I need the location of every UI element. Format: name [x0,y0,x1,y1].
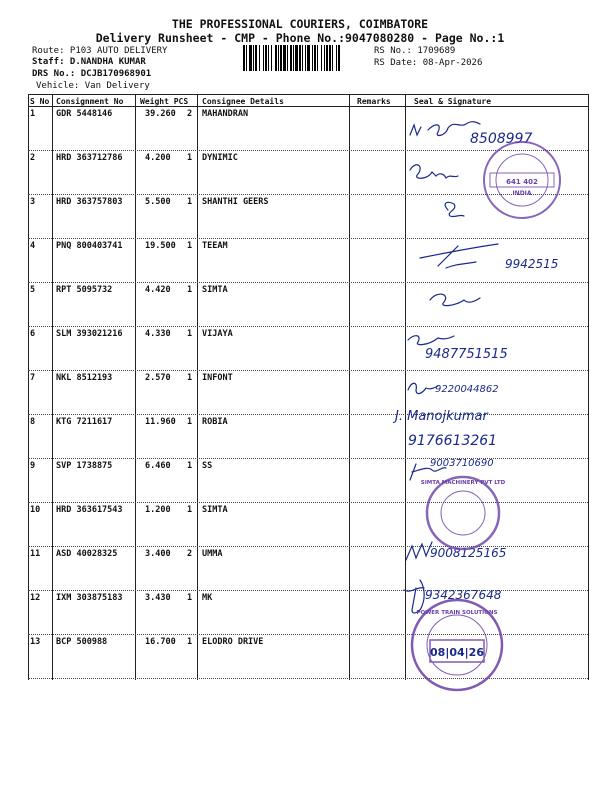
company-title: THE PROFESSIONAL COURIERS, COIMBATORE [171,17,429,31]
col-consignment: Consignment No [56,97,124,106]
row-sno: 1 [30,109,36,119]
row-weight: 11.960 [145,417,176,427]
stamp-1-center: 641 402 [506,178,538,186]
row-weight: 3.430 [145,593,171,603]
signature-5 [430,294,480,306]
row-weight: 16.700 [145,637,176,647]
vehicle-label: Vehicle: Van Delivery [36,81,150,91]
row-consignee: SHANTHI GEERS [202,197,269,207]
row-consignee: UMMA [202,549,223,559]
row-sno: 2 [30,153,36,163]
row-consignment: SVP 1738875 [56,461,113,471]
handwritten-phone-6: 9487751515 [425,347,508,362]
row-consignment: SLM 393021216 [56,329,123,339]
row-sno: 13 [30,637,41,647]
row-sno: 3 [30,197,36,207]
row-pcs: 1 [187,461,193,471]
row-consignment: HRD 363757803 [56,197,123,207]
handwritten-phone-11: 9008125165 [430,546,507,560]
handwritten-phone-4: 9942515 [505,257,559,271]
row-weight: 6.460 [145,461,171,471]
row-consignment: IXM 303875183 [56,593,123,603]
signature-11 [406,542,432,560]
col-weight-pcs: Weight PCS [140,97,189,106]
row-consignment: PNQ 800403741 [56,241,123,251]
col-seal: Seal & Signature [414,97,492,106]
row-weight: 39.260 [145,109,176,119]
row-pcs: 1 [187,197,193,207]
row-consignee: TEEAM [202,241,228,251]
runsheet-subtitle: Delivery Runsheet - CMP - Phone No.:9047080280 - Page No.:1 [95,31,505,45]
row-sno: 7 [30,373,36,383]
route-label: Route: P103 AUTO DELIVERY [32,46,168,56]
handwritten-phone-8: 9176613261 [408,433,498,449]
row-pcs: 1 [187,153,193,163]
row-consignment: HRD 363617543 [56,505,123,515]
stamp-3-text: POWER TRAIN SOLUTIONS [416,610,498,616]
col-consignee: Consignee Details [202,97,284,106]
row-consignee: ROBIA [202,417,228,427]
row-weight: 19.500 [145,241,176,251]
row-consignee: VIJAYA [202,329,233,339]
row-pcs: 1 [187,417,193,427]
row-pcs: 2 [187,549,193,559]
signature-12 [404,580,424,613]
row-pcs: 1 [187,637,193,647]
col-remarks: Remarks [357,97,391,106]
handwritten-name-8: J. Manojkumar [395,409,488,424]
row-pcs: 1 [187,285,193,295]
col-sno: S No [30,97,50,106]
row-weight: 4.420 [145,285,171,295]
row-weight: 3.400 [145,549,171,559]
row-sno: 12 [30,593,41,603]
row-sno: 11 [30,549,41,559]
row-consignee: ELODRO DRIVE [202,637,264,647]
row-sno: 4 [30,241,36,251]
row-pcs: 1 [187,329,193,339]
row-weight: 2.570 [145,373,171,383]
row-consignee: MK [202,593,213,603]
handwritten-phone-7: 9220044862 [435,384,499,395]
row-consignment: RPT 5095732 [56,285,113,295]
row-sno: 9 [30,461,36,471]
row-consignee: SS [202,461,213,471]
row-pcs: 2 [187,109,193,119]
row-sno: 5 [30,285,36,295]
row-weight: 4.200 [145,153,171,163]
signature-6 [408,336,454,345]
row-consignment: ASD 40028325 [56,549,118,559]
handwritten-phone-12: 9342367648 [425,588,502,602]
signature-7 [408,383,438,393]
row-weight: 5.500 [145,197,171,207]
row-consignment: GDR 5448146 [56,109,113,119]
row-sno: 10 [30,505,41,515]
stamp-2-text: SIMTA MACHINERY PVT LTD [420,480,506,486]
row-weight: 4.330 [145,329,171,339]
row-pcs: 1 [187,373,193,383]
row-consignee: INFONT [202,373,233,383]
stamp-1-text: INDIA [512,190,532,197]
row-consignee: SIMTA [202,285,228,295]
stamp-3-date: 08|04|26 [430,646,484,659]
signature-3 [445,202,464,216]
row-consignment: BCP 500988 [56,637,108,647]
row-consignee: DYNIMIC [202,153,238,163]
row-consignment: HRD 363712786 [56,153,123,163]
row-consignment: NKL 8512193 [56,373,113,383]
row-consignment: KTG 7211617 [56,417,113,427]
handwritten-phone-1: 8508997 [470,131,533,147]
signature-4 [420,244,498,268]
row-pcs: 1 [187,593,193,603]
row-sno: 8 [30,417,36,427]
row-consignee: MAHANDRAN [202,109,249,119]
row-consignee: SIMTA [202,505,228,515]
rs-date-label: RS Date: 08-Apr-2026 [374,58,483,68]
row-weight: 1.200 [145,505,171,515]
row-sno: 6 [30,329,36,339]
row-pcs: 1 [187,505,193,515]
staff-label: Staff: D.NANDHA KUMAR [32,57,146,67]
rs-no-label: RS No.: 1709689 [374,46,456,56]
handwritten-phone-9: 9003710690 [430,458,494,469]
stamp-2 [427,477,499,549]
signature-2 [410,165,458,179]
row-pcs: 1 [187,241,193,251]
drs-label: DRS No.: DCJB170968901 [32,69,152,79]
